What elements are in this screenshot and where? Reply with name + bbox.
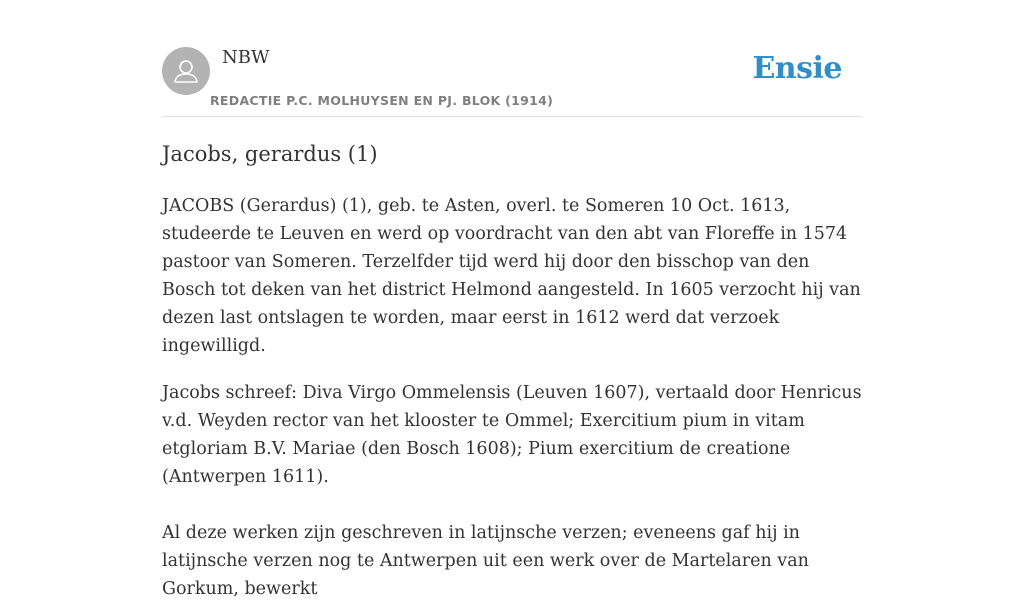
article-header — [162, 0, 862, 117]
article-paragraph: Jacobs schreef: Diva Virgo Ommelensis (Leuven 1607), vertaald door Henricus v.d. Weyden rector van het klooster te Ommel; Exercitium pium in vitam etgloriam B.V. Mariae (den Bosch 1608); Pium exercitium de creatione (Antwerpen 1611). — [162, 383, 862, 487]
avatar[interactable] — [162, 47, 210, 95]
ensie-logo[interactable]: Ensie — [752, 51, 842, 86]
article-title: Jacobs, gerardus (1) — [162, 142, 378, 166]
user-icon — [162, 47, 210, 95]
article-paragraph: Al deze werken zijn geschreven in latijnsche verzen; eveneens gaf hij in latijnsche verzen nog te Antwerpen uit een werk over de Martelaren van Gorkum, bewerkt — [162, 523, 809, 599]
article — [162, 138, 862, 603]
source-credit: REDACTIE P.C. MOLHUYSEN EN PJ. BLOK (1914) — [210, 93, 554, 108]
article-paragraph: JACOBS (Gerardus) (1), geb. te Asten, overl. te Someren 10 Oct. 1613, studeerde te Leuven en werd op voordracht van den abt van Floreffe in 1574 pastoor van Someren. Terzelfder tijd werd hij door den bisschop van den Bosch tot deken van het district Helmond aangesteld. In 1605 verzocht hij van dezen last ontslagen te worden, maar eerst in 1612 werd dat verzoek ingewilligd. — [162, 196, 861, 356]
author-name[interactable]: NBW — [222, 47, 270, 68]
